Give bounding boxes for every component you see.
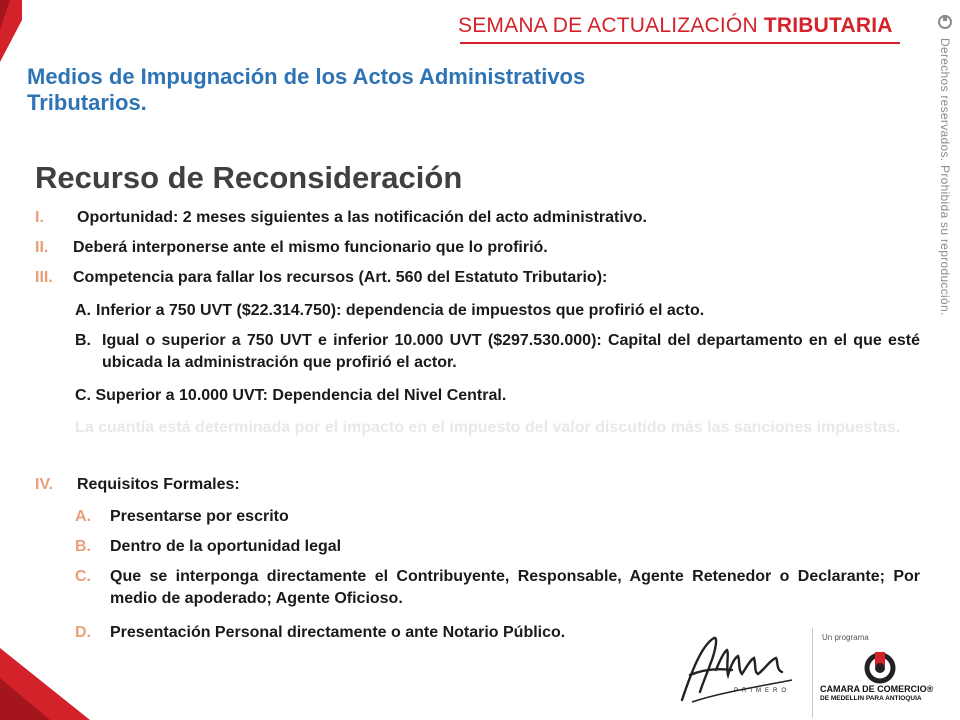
- list-item-text: Requisitos Formales:: [77, 476, 240, 493]
- sub-list-item: [75, 300, 920, 322]
- requirement-text: Presentarse por escrito: [110, 508, 289, 525]
- list-item-text: Oportunidad: 2 meses siguientes a las notificación del acto administrativo.: [77, 209, 647, 226]
- requirement-text: Dentro de la oportunidad legal: [110, 538, 342, 555]
- list-item: [35, 207, 925, 229]
- list-item-number: III.: [35, 269, 53, 286]
- brand-header-part2: TRIBUTARIA: [763, 14, 893, 37]
- requirement-number: B.: [75, 538, 91, 555]
- camara-comercio-logo-icon: [862, 648, 898, 684]
- brand-header: [458, 14, 893, 38]
- requirement-text: Que se interponga directamente el Contribuyente, Responsable, Agente Retenedor o Declarante; Por medio de apoderado; Agente Oficioso.: [110, 568, 920, 607]
- copyright-logo-icon: [937, 14, 953, 30]
- corner-ribbon-bottom: [0, 648, 90, 720]
- requirement-number: A.: [75, 508, 91, 525]
- watermark-text: Derechos reservados. Prohibida su reproducción.: [938, 38, 952, 316]
- requirement-number: C.: [75, 568, 91, 585]
- programa-label: Un programa: [822, 633, 869, 642]
- requirement-item: [75, 506, 920, 528]
- list-item-number: IV.: [35, 476, 54, 493]
- faded-note: La cuantía está determinada por el impacto en el impuesto del valor discutido más las sanciones impuestas.: [75, 419, 901, 436]
- list-item: [35, 267, 925, 289]
- svg-text:PRIMERO: PRIMERO: [734, 688, 791, 694]
- slide-title: Medios de Impugnación de los Actos Administrativos Tributarios.: [27, 64, 586, 115]
- list-item: [35, 237, 925, 259]
- requirement-number: D.: [75, 624, 91, 641]
- list-item-text: Deberá interponerse ante el mismo funcionario que lo profirió.: [73, 239, 548, 256]
- camara-comercio-subtitle: DE MEDELLIN PARA ANTIOQUIA: [820, 695, 922, 702]
- sub-list-item: [75, 330, 920, 374]
- camara-comercio-name: CAMARA DE COMERCIO®: [820, 684, 934, 694]
- sub-list-item-number: A.: [75, 302, 91, 319]
- sub-list-item-text: Igual o superior a 750 UVT e inferior 10.000 UVT ($297.530.000): Capital del departamento en el que esté ubicada la administración que profirió el actor.: [102, 332, 920, 371]
- section-heading: Recurso de Reconsideración: [35, 160, 463, 195]
- list-item: [35, 474, 925, 496]
- sub-list-item-number: B.: [75, 332, 91, 349]
- list-item-number: II.: [35, 239, 49, 256]
- sub-list-item-text: C. Superior a 10.000 UVT: Dependencia del Nivel Central.: [75, 387, 507, 404]
- sub-list-item-text: Inferior a 750 UVT ($22.314.750): dependencia de impuestos que profirió el acto.: [96, 302, 705, 319]
- brand-header-part1: SEMANA DE ACTUALIZACIÓN: [458, 14, 764, 37]
- list-item-number: I.: [35, 209, 44, 226]
- requirement-item: [75, 536, 920, 558]
- list-item-text: Competencia para fallar los recursos (Art. 560 del Estatuto Tributario):: [73, 269, 608, 286]
- requirement-item: [75, 566, 920, 610]
- afiliados-primero-logo: [672, 630, 800, 710]
- footer-divider: [812, 628, 813, 718]
- header-rule: [460, 42, 900, 44]
- corner-ribbon-top: [0, 0, 22, 62]
- requirement-text: Presentación Personal directamente o ante Notario Público.: [110, 624, 566, 641]
- sub-list-item: [75, 385, 920, 407]
- watermark: [934, 14, 956, 316]
